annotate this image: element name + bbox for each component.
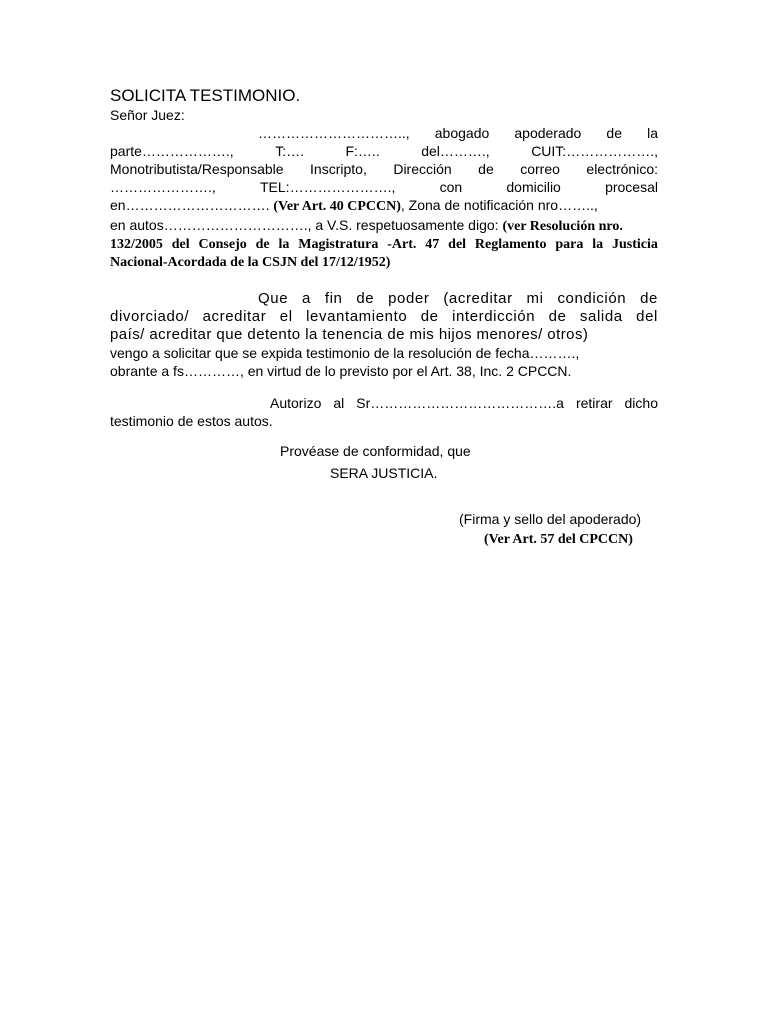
p1-line-3: Monotributista/Responsable Inscripto, Dirección de correo electrónico: [110,161,658,177]
article-40-reference: (Ver Art. 40 CPCCN) [273,199,401,214]
p2-line-4: vengo a solicitar que se expida testimonio de la resolución de fecha………., [110,345,580,361]
closing-line-2: SERA JUSTICIA. [330,465,438,481]
paragraph-2 [110,290,658,380]
salutation: Señor Juez: [110,107,185,123]
document-title: SOLICITA TESTIMONIO. [110,86,301,105]
closing-line-1: Provéase de conformidad, que [280,443,471,459]
p1-line-5: en…………………………. (Ver Art. 40 CPCCN), Zona de notificación nro…….., [110,197,598,214]
p1-line-8: Nacional-Acordada de la CSJN del 17/12/1952) [110,255,391,270]
p2-line-3: país/ acreditar que detento la tenencia de mis hijos menores/ otros) [110,326,589,343]
p1-line-6: en autos…………………………., a V.S. respetuosamente digo: (ver Resolución nro. [110,217,623,234]
p3-line-2: testimonio de estos autos. [110,413,273,429]
resolution-reference-start: (ver Resolución nro. [502,219,623,234]
paragraph-1 [110,124,658,272]
p1-line-7: 132/2005 del Consejo de la Magistratura -Art. 47 del Reglamento para la Justicia [110,237,658,252]
signature-line: (Firma y sello del apoderado) [459,511,642,527]
p2-line-2: divorciado/ acreditar el levantamiento de interdicción de salida del [110,308,658,325]
document-page [110,86,658,549]
p2-line-1: Que a fin de poder (acreditar mi condición de [258,290,658,307]
p1-line-4: …………………., TEL:…………………., con domicilio procesal [110,179,658,195]
p2-line-5: obrante a fs…………, en virtud de lo previsto por el Art. 38, Inc. 2 CPCCN. [110,363,572,379]
paragraph-3 [110,394,658,430]
p1-line-2: parte………………., T:…. F:….. del………., CUIT:………………., [110,143,658,159]
signature-article-reference: (Ver Art. 57 del CPCCN) [484,532,633,547]
p3-line-1: Autorizo al Sr………………………………….a retirar dicho [270,395,658,411]
p1-line-1: ………………………….., abogado apoderado de la [258,125,658,141]
